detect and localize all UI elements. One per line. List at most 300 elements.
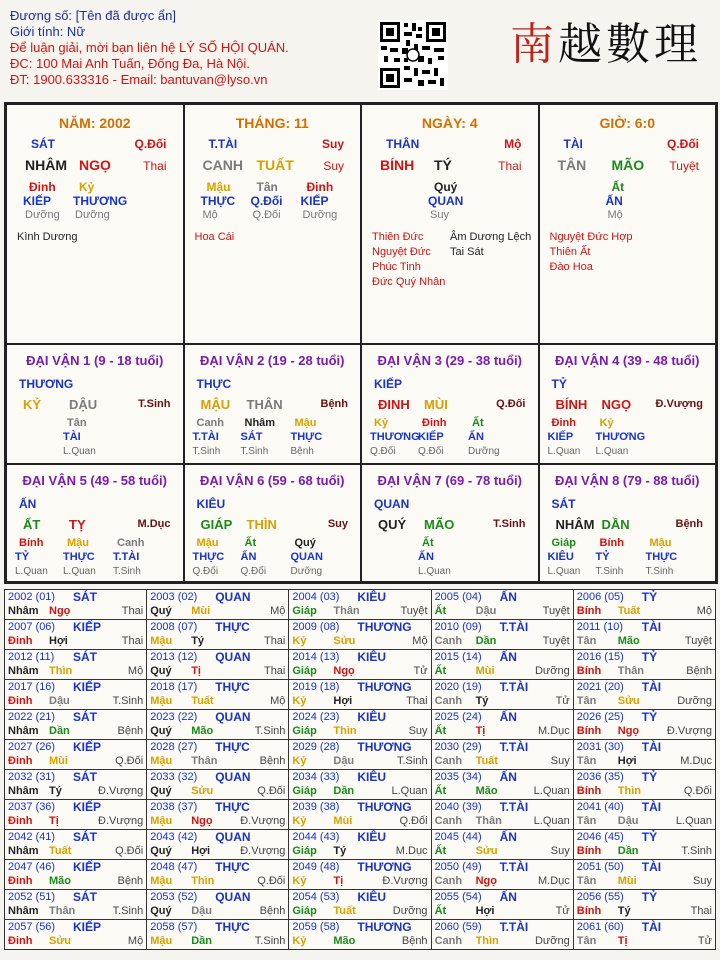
year-cell-content xyxy=(5,620,146,649)
year-stem: Bính xyxy=(576,785,602,797)
year-label: 2059 (58) xyxy=(292,921,340,933)
year-cell-content xyxy=(289,680,430,709)
year-star: TÀI xyxy=(641,620,662,634)
year-cell xyxy=(5,800,147,830)
year-cell-content xyxy=(5,830,146,859)
owner-line: Đương số: [Tên đã được ẩn] xyxy=(10,8,176,23)
year-branch: Sửu xyxy=(475,845,498,857)
year-stem: Canh xyxy=(434,695,463,707)
hidden-state: Mộ xyxy=(607,209,623,221)
year-star: TỶ xyxy=(641,890,658,904)
year-state: Suy xyxy=(408,725,428,737)
year-cell xyxy=(573,920,715,950)
year-label: 2017 (16) xyxy=(8,681,56,693)
pillar-cell xyxy=(361,104,539,344)
year-state: M.Dục xyxy=(537,875,570,887)
year-stem: Bính xyxy=(576,725,602,737)
hidden-stem: Đinh xyxy=(422,417,447,429)
table-row xyxy=(5,740,716,770)
year-stem: Mậu xyxy=(150,695,173,707)
year-star: KIÊU xyxy=(357,890,387,904)
year-stem: Giáp xyxy=(292,905,317,917)
year-star: KIẾP xyxy=(73,920,102,934)
earthly-branch: NGỌ xyxy=(79,157,111,173)
year-label: 2026 (25) xyxy=(576,711,624,723)
year-stem: Tân xyxy=(576,875,597,887)
brand-text: 越數理 xyxy=(558,19,702,70)
year-stem: Nhâm xyxy=(8,665,39,677)
year-stem: Nhâm xyxy=(8,845,39,857)
dai-van-state: Suy xyxy=(327,518,348,530)
dai-van-title: ĐẠI VẬN 3 (29 - 38 tuổi) xyxy=(377,353,522,368)
year-cell-content xyxy=(574,680,715,709)
year-label: 2014 (13) xyxy=(292,651,340,663)
year-state: Mộ xyxy=(127,665,144,677)
top-star: T.TÀI xyxy=(208,137,238,151)
year-cell xyxy=(147,650,289,680)
year-label: 2055 (54) xyxy=(434,891,482,903)
year-stem: Mậu xyxy=(150,875,173,887)
heavenly-stem: BÍNH xyxy=(380,157,415,173)
year-cell xyxy=(573,590,715,620)
dai-van-branch: MÙI xyxy=(424,397,448,412)
year-cell xyxy=(289,890,431,920)
hidden-star: QUAN xyxy=(428,194,464,208)
year-stem: Kỷ xyxy=(292,755,307,767)
hidden-stem: Đinh xyxy=(306,180,334,194)
year-cell-content xyxy=(574,650,715,679)
year-label: 2047 (46) xyxy=(8,861,56,873)
year-cell-content xyxy=(289,620,430,649)
year-label: 2003 (02) xyxy=(150,591,198,603)
year-cell-content xyxy=(289,830,430,859)
year-cell xyxy=(431,800,573,830)
year-stem: Quý xyxy=(150,905,172,917)
pillar-cell xyxy=(184,104,362,344)
year-cell xyxy=(573,770,715,800)
year-state: Đ.Vượng xyxy=(240,815,286,827)
year-label: 2006 (05) xyxy=(576,591,624,603)
dai-van-branch: THÌN xyxy=(246,517,277,532)
year-branch: Ngọ xyxy=(191,815,213,827)
dai-van-cell xyxy=(6,464,184,582)
year-label: 2020 (19) xyxy=(434,681,482,693)
dai-van-star: SÁT xyxy=(551,497,576,511)
hidden-star: QUAN xyxy=(290,551,323,563)
year-stem: Kỷ xyxy=(292,635,307,647)
year-label: 2041 (40) xyxy=(576,801,624,813)
year-cell xyxy=(147,620,289,650)
hidden-stem: Đinh xyxy=(29,180,56,194)
hidden-stem: Kỷ xyxy=(79,180,95,194)
hidden-star: ẤN xyxy=(468,431,484,443)
year-branch: Tuất xyxy=(191,695,214,707)
hidden-relation: L.Quan xyxy=(15,566,48,577)
year-star: T.TÀI xyxy=(499,740,529,754)
year-cell-content xyxy=(147,800,288,829)
year-cell-content xyxy=(289,740,430,769)
year-cell xyxy=(289,740,431,770)
year-star: QUAN xyxy=(215,830,251,844)
year-state: L.Quan xyxy=(533,785,570,797)
dai-van-stem: BÍNH xyxy=(555,397,588,412)
year-cell-content xyxy=(147,860,288,889)
year-label: 2038 (37) xyxy=(150,801,198,813)
hidden-relation: L.Quan xyxy=(547,566,581,577)
year-cell-content xyxy=(5,650,146,679)
year-branch: Dậu xyxy=(333,755,355,767)
year-branch: Dậu xyxy=(617,815,639,827)
year-branch: Mùi xyxy=(617,875,637,887)
chart-grid xyxy=(4,102,718,584)
year-stem: Đinh xyxy=(8,695,33,707)
year-label: 2012 (11) xyxy=(8,651,55,663)
year-state: Dưỡng xyxy=(534,665,570,677)
year-state: T.Sinh xyxy=(112,905,144,917)
dai-van-state: T.Sinh xyxy=(493,518,526,530)
year-cell-content xyxy=(432,740,573,769)
hidden-stem: Ất xyxy=(244,537,257,549)
year-star: KIÊU xyxy=(357,770,387,784)
year-cell xyxy=(5,590,147,620)
year-branch: Tị xyxy=(475,725,486,737)
year-star: TỶ xyxy=(641,830,658,844)
year-branch: Thân xyxy=(617,665,645,677)
year-stem: Nhâm xyxy=(8,725,39,737)
year-label: 2032 (31) xyxy=(8,771,56,783)
special-star: Nguyệt Đức Hợp xyxy=(549,231,633,243)
year-state: Dưỡng xyxy=(677,695,712,707)
year-cell xyxy=(147,770,289,800)
year-star: KIẾP xyxy=(73,620,102,634)
year-star: THỰC xyxy=(215,680,250,694)
year-state: T.Sinh xyxy=(681,845,712,857)
year-star: THỰC xyxy=(215,740,250,754)
year-state: Q.Đối xyxy=(257,875,286,887)
earthly-branch: TUẤT xyxy=(256,157,294,173)
year-state: Dưỡng xyxy=(534,935,570,947)
year-state: Đ.Vượng xyxy=(98,815,144,827)
hidden-star: KIÊU xyxy=(547,551,574,563)
hidden-star: KIẾP xyxy=(418,431,444,443)
year-branch: Sửu xyxy=(333,635,356,647)
year-cell xyxy=(431,710,573,740)
dai-van-cell xyxy=(539,344,717,464)
year-state: Bệnh xyxy=(117,725,144,737)
year-branch: Hợi xyxy=(475,905,495,917)
special-star: Hoa Cái xyxy=(194,231,235,243)
special-star: Kình Dương xyxy=(17,231,78,243)
year-stem: Mậu xyxy=(150,815,173,827)
hidden-state: Dưỡng xyxy=(75,209,110,221)
year-star: KIẾP xyxy=(73,860,102,874)
year-label: 2040 (39) xyxy=(434,801,482,813)
year-cell xyxy=(5,830,147,860)
year-cell xyxy=(573,620,715,650)
year-cell-content xyxy=(574,890,715,919)
hidden-stem: Quý xyxy=(434,180,458,194)
year-stem: Ất xyxy=(434,605,447,617)
year-star: ẤN xyxy=(499,590,517,604)
hidden-star: KIẾP xyxy=(23,194,52,208)
dai-van-stem: MẬU xyxy=(200,397,231,412)
year-star: T.TÀI xyxy=(499,800,529,814)
year-branch: Hợi xyxy=(191,845,211,857)
dai-van-state: Bệnh xyxy=(675,518,703,530)
dai-van-title: ĐẠI VẬN 7 (69 - 78 tuổi) xyxy=(377,473,522,488)
year-label: 2048 (47) xyxy=(150,861,198,873)
year-stem: Mậu xyxy=(150,935,173,947)
year-label: 2013 (12) xyxy=(150,651,198,663)
year-label: 2061 (60) xyxy=(576,921,624,933)
table-row xyxy=(5,590,716,620)
year-star: ẤN xyxy=(499,830,517,844)
pillar-title: GIỜ: 6:0 xyxy=(599,115,655,131)
year-state: Q.Đối xyxy=(683,785,712,797)
hidden-relation: L.Quan xyxy=(547,446,581,457)
year-branch: Tuất xyxy=(333,905,356,917)
hidden-state: Dưỡng xyxy=(302,209,338,221)
dai-van-cell xyxy=(539,464,717,582)
year-star: SÁT xyxy=(73,710,97,724)
year-cell xyxy=(147,710,289,740)
year-stem: Mậu xyxy=(150,635,173,647)
year-branch: Thìn xyxy=(333,725,357,737)
top-relation: Q.Đối xyxy=(134,137,167,151)
table-row xyxy=(5,860,716,890)
address-line: ĐC: 100 Mai Anh Tuấn, Đống Đa, Hà Nội. xyxy=(10,56,250,71)
year-cell-content xyxy=(5,890,146,919)
dai-van-star: QUAN xyxy=(374,497,410,511)
dai-van-branch: THÂN xyxy=(246,397,283,412)
hidden-star: THỰC xyxy=(200,194,236,208)
year-state: L.Quan xyxy=(391,785,428,797)
year-state: L.Quan xyxy=(533,815,570,827)
year-cell-content xyxy=(574,740,715,769)
top-star: TÀI xyxy=(563,137,583,151)
year-branch: Dần xyxy=(49,725,70,737)
year-cell xyxy=(289,920,431,950)
year-cell-content xyxy=(147,920,288,949)
year-label: 2042 (41) xyxy=(8,831,56,843)
dai-van-star: ẤN xyxy=(19,497,37,511)
year-cell xyxy=(5,920,147,950)
top-relation: Q.Đối xyxy=(667,137,699,151)
dai-van-stem: QUÝ xyxy=(378,517,407,532)
year-cell-content xyxy=(147,680,288,709)
year-cell-content xyxy=(574,800,715,829)
year-branch: Tý xyxy=(333,845,347,857)
year-cell xyxy=(289,710,431,740)
year-stem: Kỷ xyxy=(292,875,307,887)
hidden-stem: Ất xyxy=(472,417,484,429)
year-label: 2052 (51) xyxy=(8,891,56,903)
year-stem: Canh xyxy=(434,875,463,887)
year-branch: Thìn xyxy=(475,935,499,947)
year-star: QUAN xyxy=(215,770,251,784)
year-cell-content xyxy=(5,920,146,949)
hidden-relation: T.Sinh xyxy=(645,566,674,577)
year-cell-content xyxy=(432,830,573,859)
year-cell-content xyxy=(289,860,430,889)
year-label: 2010 (09) xyxy=(434,621,482,633)
hidden-relation: Dưỡng xyxy=(468,446,500,457)
year-cell xyxy=(147,680,289,710)
hidden-stem: Mậu xyxy=(649,537,672,549)
year-branch: Dần xyxy=(617,845,639,857)
year-cell-content xyxy=(432,920,573,949)
year-cell-content xyxy=(147,770,288,799)
year-cell xyxy=(431,830,573,860)
hidden-star: THỰC xyxy=(645,551,678,563)
year-label: 2045 (44) xyxy=(434,831,482,843)
hidden-star: Q.Đối xyxy=(250,194,283,208)
hidden-star: SÁT xyxy=(240,431,263,443)
year-stem: Đinh xyxy=(8,875,33,887)
table-row xyxy=(5,710,716,740)
dai-van-title: ĐẠI VẬN 4 (39 - 48 tuổi) xyxy=(555,353,700,368)
year-branch: Tị xyxy=(191,665,201,677)
hidden-stem: Mậu xyxy=(196,537,219,549)
year-label: 2044 (43) xyxy=(292,831,340,843)
year-stem: Nhâm xyxy=(8,905,39,917)
year-star: QUAN xyxy=(215,650,251,664)
year-branch: Thìn xyxy=(617,785,641,797)
year-state: T.Sinh xyxy=(112,695,144,707)
year-branch: Mão xyxy=(49,875,71,887)
hidden-stem: Ất xyxy=(422,537,434,549)
year-cell-content xyxy=(432,770,573,799)
year-star: ẤN xyxy=(499,770,517,784)
dai-van-state: M.Dục xyxy=(137,518,171,530)
hidden-relation: T.Sinh xyxy=(595,566,624,577)
year-state: Thai xyxy=(690,905,712,917)
hidden-star: T.TÀI xyxy=(113,551,140,563)
year-branch: Dậu xyxy=(49,695,70,707)
year-state: Mộ xyxy=(127,935,144,947)
earthly-branch: MÃO xyxy=(611,157,645,173)
hidden-stem: Tân xyxy=(256,180,278,194)
annual-luck-table xyxy=(4,589,716,950)
year-label: 2025 (24) xyxy=(434,711,482,723)
year-branch: Ngọ xyxy=(475,875,497,887)
year-stem: Ất xyxy=(434,845,447,857)
year-label: 2005 (04) xyxy=(434,591,482,603)
year-state: Tuyệt xyxy=(542,635,570,647)
year-cell xyxy=(289,800,431,830)
pillar-title: THÁNG: 11 xyxy=(235,115,309,131)
year-star: SÁT xyxy=(73,830,97,844)
year-label: 2030 (29) xyxy=(434,741,482,753)
heavenly-stem: CANH xyxy=(202,157,243,173)
pillar-title: NĂM: 2002 xyxy=(58,115,131,131)
year-star: SÁT xyxy=(73,890,97,904)
year-branch: Sửu xyxy=(49,935,72,947)
year-cell-content xyxy=(432,620,573,649)
dai-van-cell xyxy=(6,344,184,464)
dai-van-state: Bệnh xyxy=(320,398,348,410)
dai-van-title: ĐẠI VẬN 5 (49 - 58 tuổi) xyxy=(22,473,167,488)
year-cell xyxy=(147,920,289,950)
table-row xyxy=(5,800,716,830)
year-stem: Giáp xyxy=(292,665,317,677)
year-label: 2022 (21) xyxy=(8,711,56,723)
hidden-stem: Ất xyxy=(611,180,625,194)
year-branch: Dần xyxy=(333,785,355,797)
year-star: SÁT xyxy=(73,590,97,604)
year-star: TỶ xyxy=(641,650,658,664)
year-cell-content xyxy=(289,800,430,829)
year-cell xyxy=(5,650,147,680)
year-state: Tuyệt xyxy=(684,635,712,647)
year-label: 2007 (06) xyxy=(8,621,56,633)
year-star: ẤN xyxy=(499,650,517,664)
year-stem: Tân xyxy=(576,635,597,647)
dai-van-stem: NHÂM xyxy=(555,517,595,532)
year-star: KIÊU xyxy=(357,710,387,724)
earthly-branch: TÝ xyxy=(434,157,452,173)
table-row xyxy=(5,620,716,650)
year-branch: Dậu xyxy=(475,605,497,617)
year-star: KIẾP xyxy=(73,800,102,814)
special-star: Đào Hoa xyxy=(549,261,593,273)
year-state: Mộ xyxy=(270,605,286,617)
year-cell xyxy=(431,680,573,710)
year-label: 2021 (20) xyxy=(576,681,624,693)
year-star: T.TÀI xyxy=(499,860,529,874)
year-star: TÀI xyxy=(641,680,662,694)
year-label: 2051 (50) xyxy=(576,861,624,873)
year-state: Tử xyxy=(555,695,570,707)
table-row xyxy=(5,680,716,710)
year-star: THƯƠNG xyxy=(357,680,412,694)
year-stem: Kỷ xyxy=(292,935,307,947)
year-label: 2057 (56) xyxy=(8,921,56,933)
year-branch: Ngọ xyxy=(333,665,355,677)
year-state: Mộ xyxy=(270,695,286,707)
year-star: TỶ xyxy=(641,710,658,724)
year-cell-content xyxy=(147,590,288,619)
year-branch: Thân xyxy=(333,605,360,617)
hidden-star: THỰC xyxy=(63,551,95,563)
year-cell xyxy=(431,770,573,800)
special-star: Đức Quý Nhân xyxy=(372,276,446,288)
year-label: 2050 (49) xyxy=(434,861,482,873)
dai-van-branch: NGỌ xyxy=(601,397,632,412)
year-stem: Bính xyxy=(576,845,602,857)
year-state: Bệnh xyxy=(401,935,428,947)
year-state: Suy xyxy=(550,755,570,767)
year-cell-content xyxy=(432,860,573,889)
year-state: L.Quan xyxy=(675,815,712,827)
dai-van-star: TỶ xyxy=(551,377,567,391)
year-cell-content xyxy=(147,740,288,769)
year-label: 2049 (48) xyxy=(292,861,340,873)
hidden-star: TÀI xyxy=(63,431,81,443)
year-state: Tử xyxy=(555,905,570,917)
year-state: Q.Đối xyxy=(257,785,286,797)
year-cell-content xyxy=(5,590,146,619)
hidden-star: KIẾP xyxy=(300,194,329,208)
year-state: M.Dục xyxy=(680,755,712,767)
year-star: TÀI xyxy=(641,860,662,874)
special-star: Thiên Đức xyxy=(372,231,424,243)
year-stem: Quý xyxy=(150,665,172,677)
year-cell-content xyxy=(5,680,146,709)
year-branch: Hợi xyxy=(333,695,353,707)
year-star: ẤN xyxy=(499,890,517,904)
year-cell xyxy=(573,800,715,830)
